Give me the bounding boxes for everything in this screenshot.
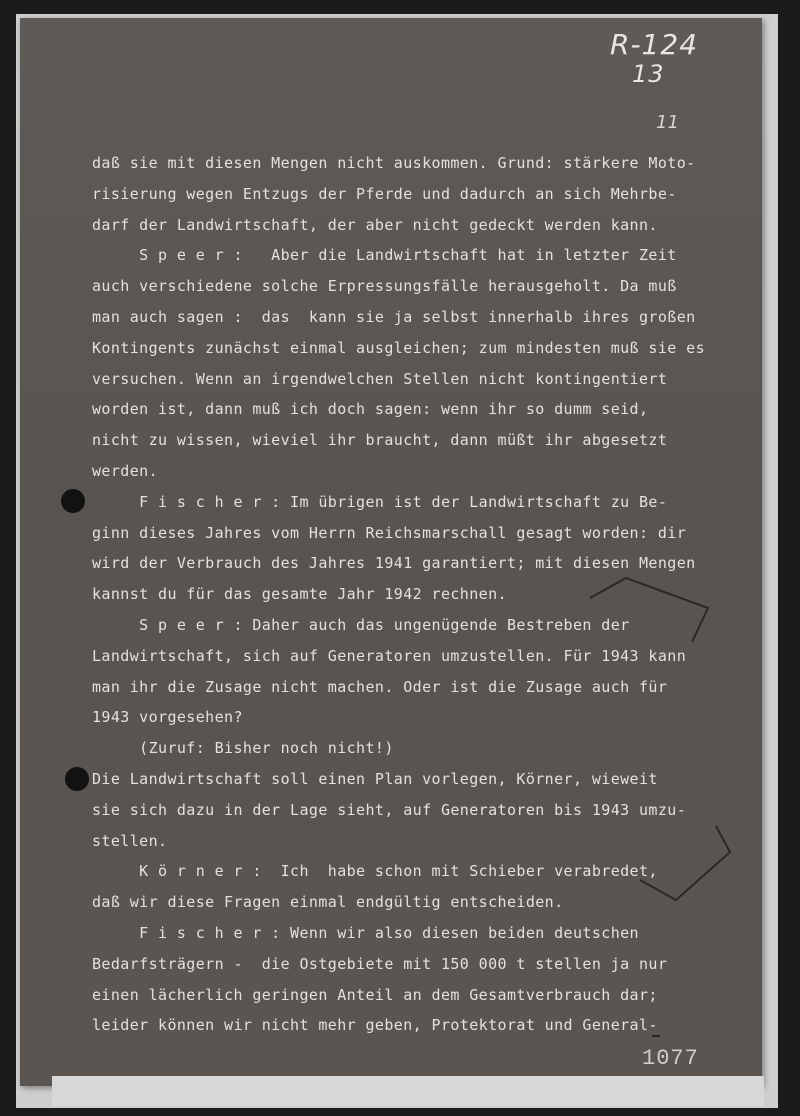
check-mark <box>590 578 708 642</box>
text-line: Die Landwirtschaft soll einen Plan vorlegen, Körner, wieweit <box>92 769 658 788</box>
text-line: ginn dieses Jahres vom Herrn Reichsmarschall gesagt worden: dir <box>92 523 687 542</box>
text-line: 1943 vorgesehen? <box>92 708 243 727</box>
text-line: daß wir diese Fragen einmal endgültig entscheiden. <box>92 893 564 912</box>
text-line: Landwirtschaft, sich auf Generatoren umzustellen. Für 1943 kann <box>92 646 687 665</box>
text-line: S p e e r : Aber die Landwirtschaft hat in letzter Zeit <box>92 246 677 265</box>
text-line: Kontingents zunächst einmal ausgleichen; zum mindesten muß sie es <box>92 338 705 357</box>
archive-sheet-number: 13 <box>632 60 665 88</box>
text-line: versuchen. Wenn an irgendwelchen Stellen nicht kontingentiert <box>92 369 668 388</box>
check-mark <box>640 826 730 900</box>
text-line: Bedarfsträgern - die Ostgebiete mit 150 000 t stellen ja nur <box>92 954 668 973</box>
text-line: worden ist, dann muß ich doch sagen: wenn ihr so dumm seid, <box>92 400 649 419</box>
text-line: F i s c h e r : Im übrigen ist der Landwirtschaft zu Be- <box>92 492 668 511</box>
text-line: daß sie mit diesen Mengen nicht auskommen. Grund: stärkere Moto- <box>92 154 696 172</box>
text-line: sie sich dazu in der Lage sieht, auf Generatoren bis 1943 umzu- <box>92 800 687 819</box>
text-line: man ihr die Zusage nicht machen. Oder ist die Zusage auch für <box>92 677 668 696</box>
stamp-number: 1077 <box>642 1046 699 1071</box>
text-line: S p e e r : Daher auch das ungenügende Bestreben der <box>92 615 630 634</box>
text-line: wird der Verbrauch des Jahres 1941 garantiert; mit diesen Mengen <box>92 554 696 573</box>
text-line: nicht zu wissen, wieviel ihr braucht, dann müßt ihr abgesetzt <box>92 431 668 450</box>
text-line: K ö r n e r : Ich habe schon mit Schieber verabredet, <box>92 862 658 881</box>
text-line: darf der Landwirtschaft, der aber nicht gedeckt werden kann. <box>92 215 658 234</box>
text-line: stellen. <box>92 831 168 850</box>
text-line: auch verschiedene solche Erpressungsfälle herausgeholt. Da muß <box>92 277 677 296</box>
text-line: F i s c h e r : Wenn wir also diesen beiden deutschen <box>92 923 639 942</box>
text-line: kannst du für das gesamte Jahr 1942 rechnen. <box>92 585 507 604</box>
text-line: werden. <box>92 461 159 480</box>
text-line: risierung wegen Entzugs der Pferde und dadurch an sich Mehrbe- <box>92 184 677 203</box>
page-number: 11 <box>656 112 679 133</box>
text-line: (Zuruf: Bisher noch nicht!) <box>92 739 394 758</box>
archive-reference: R-124 <box>610 28 699 61</box>
text-line: einen lächerlich geringen Anteil an dem Gesamtverbrauch dar; <box>92 985 658 1004</box>
text-line: man auch sagen : das kann sie ja selbst innerhalb ihres großen <box>92 307 696 326</box>
text-line: leider können wir nicht mehr geben, Protektorat und General- <box>92 1016 658 1035</box>
